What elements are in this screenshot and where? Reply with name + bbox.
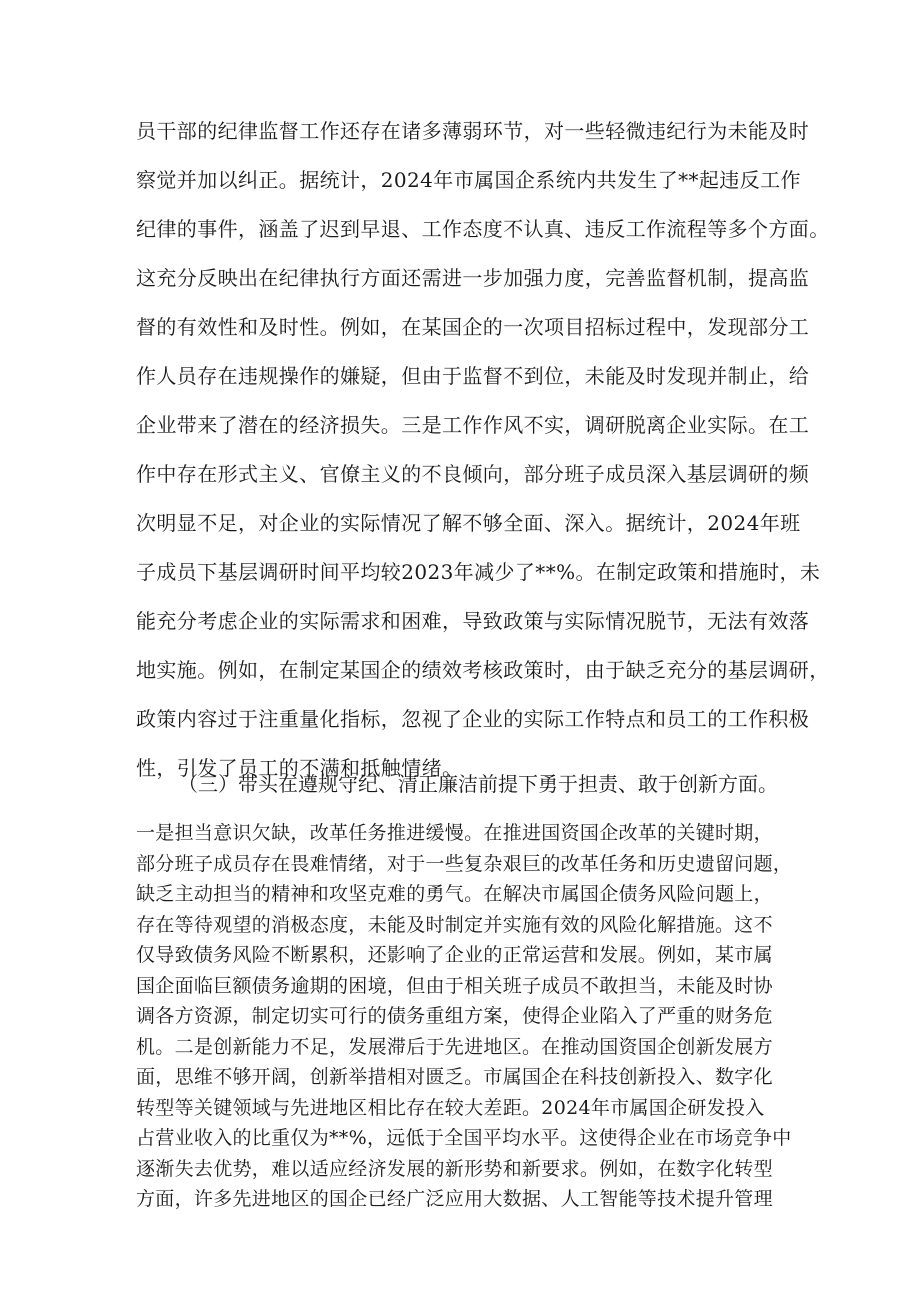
paragraph-line: 转型等关键领域与先进地区相比存在较大差距。2024年市属国企研发投入 xyxy=(136,1097,765,1119)
paragraph-line: 占营业收入的比重仅为**%，远低于全国平均水平。这使得企业在市场竞争中 xyxy=(136,1127,792,1149)
paragraph-line: 员干部的纪律监督工作还存在诸多薄弱环节，对一些轻微违纪行为未能及时 xyxy=(136,119,810,143)
paragraph-line: 地实施。例如，在制定某国企的绩效考核政策时，由于缺乏充分的基层调研， xyxy=(136,658,830,682)
paragraph-line: 企业带来了潜在的经济损失。三是工作作风不实，调研脱离企业实际。在工 xyxy=(136,413,810,437)
paragraph-line: 仅导致债务风险不断累积，还影响了企业的正常运营和发展。例如，某市属 xyxy=(136,944,773,966)
paragraph-line: 逐渐失去优势，难以适应经济发展的新形势和新要求。例如，在数字化转型 xyxy=(136,1158,773,1180)
paragraph-line: 缺乏主动担当的精神和攻坚克难的勇气。在解决市属国企债务风险问题上， xyxy=(136,883,773,905)
paragraph-line: 这充分反映出在纪律执行方面还需进一步加强力度，完善监督机制，提高监 xyxy=(136,266,810,290)
paragraph-line: 政策内容过于注重量化指标，忽视了企业的实际工作特点和员工的工作积极 xyxy=(136,707,810,731)
paragraph-line: 督的有效性和及时性。例如，在某国企的一次项目招标过程中，发现部分工 xyxy=(136,315,810,339)
paragraph-line: 机。二是创新能力不足，发展滞后于先进地区。在推动国资国企创新发展方 xyxy=(136,1036,773,1058)
paragraph-line: 纪律的事件，涵盖了迟到早退、工作态度不认真、违反工作流程等多个方面。 xyxy=(136,217,830,241)
paragraph-line: 作中存在形式主义、官僚主义的不良倾向，部分班子成员深入基层调研的频 xyxy=(136,462,810,486)
paragraph-line: 部分班子成员存在畏难情绪，对于一些复杂艰巨的改革任务和历史遗留问题， xyxy=(136,853,793,875)
section-heading: （三）带头在遵规守纪、清正廉洁前提下勇于担责、敢于创新方面。 xyxy=(178,772,778,796)
paragraph-line: 一是担当意识欠缺，改革任务推进缓慢。在推进国资国企改革的关键时期， xyxy=(136,822,773,844)
paragraph-line: 存在等待观望的消极态度，未能及时制定并实施有效的风险化解措施。这不 xyxy=(136,914,773,936)
paragraph-line: 次明显不足，对企业的实际情况了解不够全面、深入。据统计，2024年班 xyxy=(136,511,801,535)
paragraph-line: 方面，许多先进地区的国企已经广泛应用大数据、人工智能等技术提升管理 xyxy=(136,1188,773,1210)
paragraph-line: 面，思维不够开阔，创新举措相对匮乏。市属国企在科技创新投入、数字化 xyxy=(136,1066,773,1088)
paragraph-line: 子成员下基层调研时间平均较2023年减少了**%。在制定政策和措施时，未 xyxy=(136,560,821,584)
paragraph-line: 作人员存在违规操作的嫌疑，但由于监督不到位，未能及时发现并制止，给 xyxy=(136,364,810,388)
paragraph-line: 性，引发了员工的不满和抵触情绪。 xyxy=(136,756,463,780)
paragraph-line: 调各方资源，制定切实可行的债务重组方案，使得企业陷入了严重的财务危 xyxy=(136,1005,773,1027)
paragraph-line: 察觉并加以纠正。据统计，2024年市属国企系统内共发生了**起违反工作 xyxy=(136,168,801,192)
paragraph-line: 能充分考虑企业的实际需求和困难，导致政策与实际情况脱节，无法有效落 xyxy=(136,609,810,633)
paragraph-line: 国企面临巨额债务逾期的困境，但由于相关班子成员不敢担当，未能及时协 xyxy=(136,975,773,997)
